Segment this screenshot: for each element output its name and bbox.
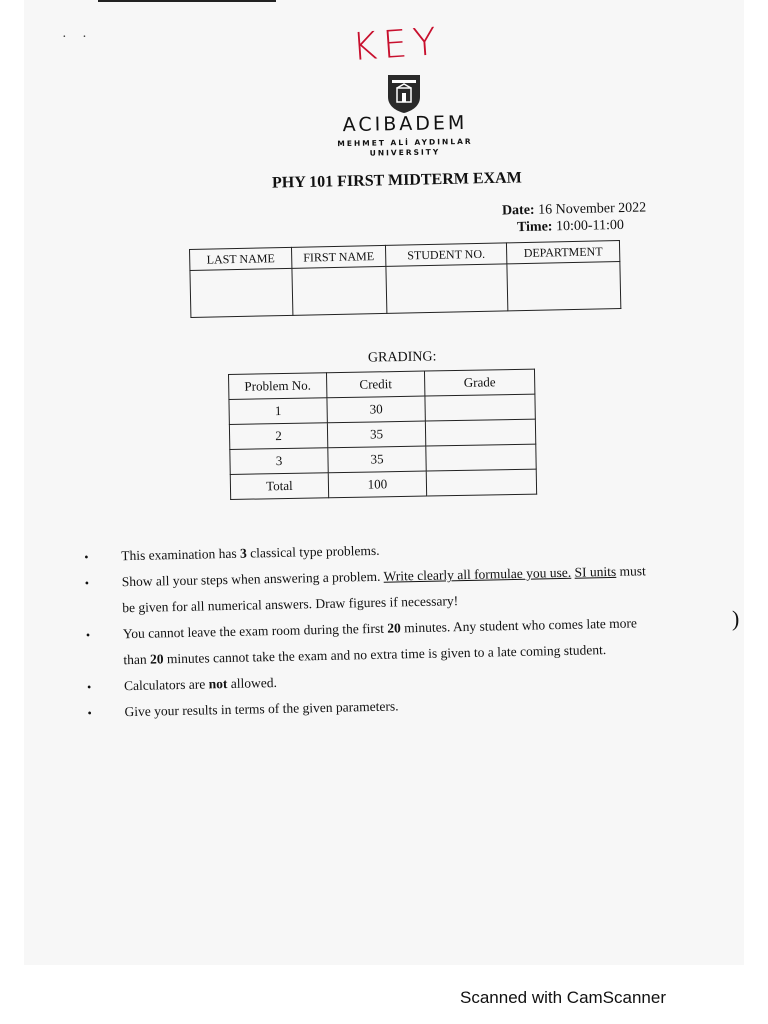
bullet-icon: •: [85, 627, 91, 642]
department-field[interactable]: [507, 261, 621, 310]
bullet-icon: •: [84, 549, 89, 564]
rule-text: classical type problems.: [246, 542, 380, 561]
date-label: Date:: [501, 202, 535, 219]
grade-cell[interactable]: [426, 469, 536, 496]
rule-text: This examination has: [121, 545, 241, 564]
problem-no: 3: [230, 448, 328, 475]
rule-emphasis: 20: [149, 651, 164, 667]
rule-text: minutes cannot take the exam and no extra time is given to a late coming student.: [163, 642, 607, 667]
grading-table: [228, 369, 537, 500]
university-crest-icon: [386, 73, 422, 118]
grade-cell[interactable]: [425, 419, 535, 446]
exam-time: [517, 218, 624, 236]
university-subtitle-line1: MEHMET ALİ AYDINLAR: [337, 136, 473, 149]
university-name: ACIBADEM: [342, 111, 468, 137]
rule-text: minutes. Any student who comes late more: [400, 615, 638, 636]
time-label: Time:: [516, 219, 553, 236]
rule-text: Calculators are: [123, 676, 209, 694]
scan-specks: · ·: [62, 30, 93, 45]
margin-mark: ): [732, 606, 740, 631]
exam-title: PHY 101 FIRST MIDTERM EXAM: [271, 169, 522, 192]
instructions-list: [84, 531, 728, 726]
rule-text: than: [123, 651, 151, 668]
credit: 35: [328, 446, 426, 473]
bullet-icon: •: [84, 575, 90, 590]
header-department: DEPARTMENT: [506, 240, 619, 263]
rule-text: Show all your steps when answering a problem.: [121, 568, 384, 590]
rule-emphasis: not: [208, 676, 228, 692]
handwritten-key-label: KEY: [350, 18, 444, 70]
first-name-field[interactable]: [292, 266, 387, 315]
credit: 30: [327, 396, 425, 423]
time-value: 10:00-11:00: [555, 217, 625, 235]
rule-text: must: [616, 563, 646, 579]
rule-underlined: SI units: [574, 563, 617, 580]
header-first-name: FIRST NAME: [291, 245, 385, 268]
grade-cell[interactable]: [426, 444, 536, 471]
student-no-field[interactable]: [386, 264, 508, 314]
grading-label: GRADING:: [367, 349, 437, 366]
scan-edge-line: [98, 0, 276, 2]
date-value: 16 November 2022: [537, 200, 647, 218]
exam-date: [502, 200, 647, 219]
table-row-total: [230, 469, 536, 499]
grade-cell[interactable]: [425, 394, 535, 421]
last-name-field[interactable]: [190, 268, 293, 317]
rule-text: allowed.: [227, 674, 278, 692]
university-subtitle-line2: UNIVERSITY: [369, 147, 441, 158]
bullet-icon: •: [86, 679, 92, 694]
header-student-no: STUDENT NO.: [385, 243, 506, 267]
credit: 100: [328, 471, 426, 498]
header-credit: Credit: [326, 371, 424, 398]
rule-text: You cannot leave the exam room during the first: [122, 620, 388, 642]
header-last-name: LAST NAME: [190, 247, 292, 270]
rule-text: Give your results in terms of the given parameters.: [124, 698, 399, 720]
student-info-table: [189, 240, 621, 318]
credit: 35: [327, 421, 425, 448]
rule-emphasis: 3: [239, 545, 247, 561]
problem-no: 2: [229, 423, 327, 450]
rule-emphasis: 20: [387, 620, 401, 636]
header-grade: Grade: [424, 369, 534, 396]
problem-no: 1: [229, 398, 327, 425]
header-problem-no: Problem No.: [229, 373, 327, 400]
rule-underlined: Write clearly all formulae you use.: [383, 564, 572, 584]
rule-text: be given for all numerical answers. Draw figures if necessary!: [122, 593, 459, 616]
bullet-icon: •: [87, 705, 92, 720]
scanner-watermark: Scanned with CamScanner: [460, 988, 667, 1007]
problem-no: Total: [230, 473, 328, 500]
